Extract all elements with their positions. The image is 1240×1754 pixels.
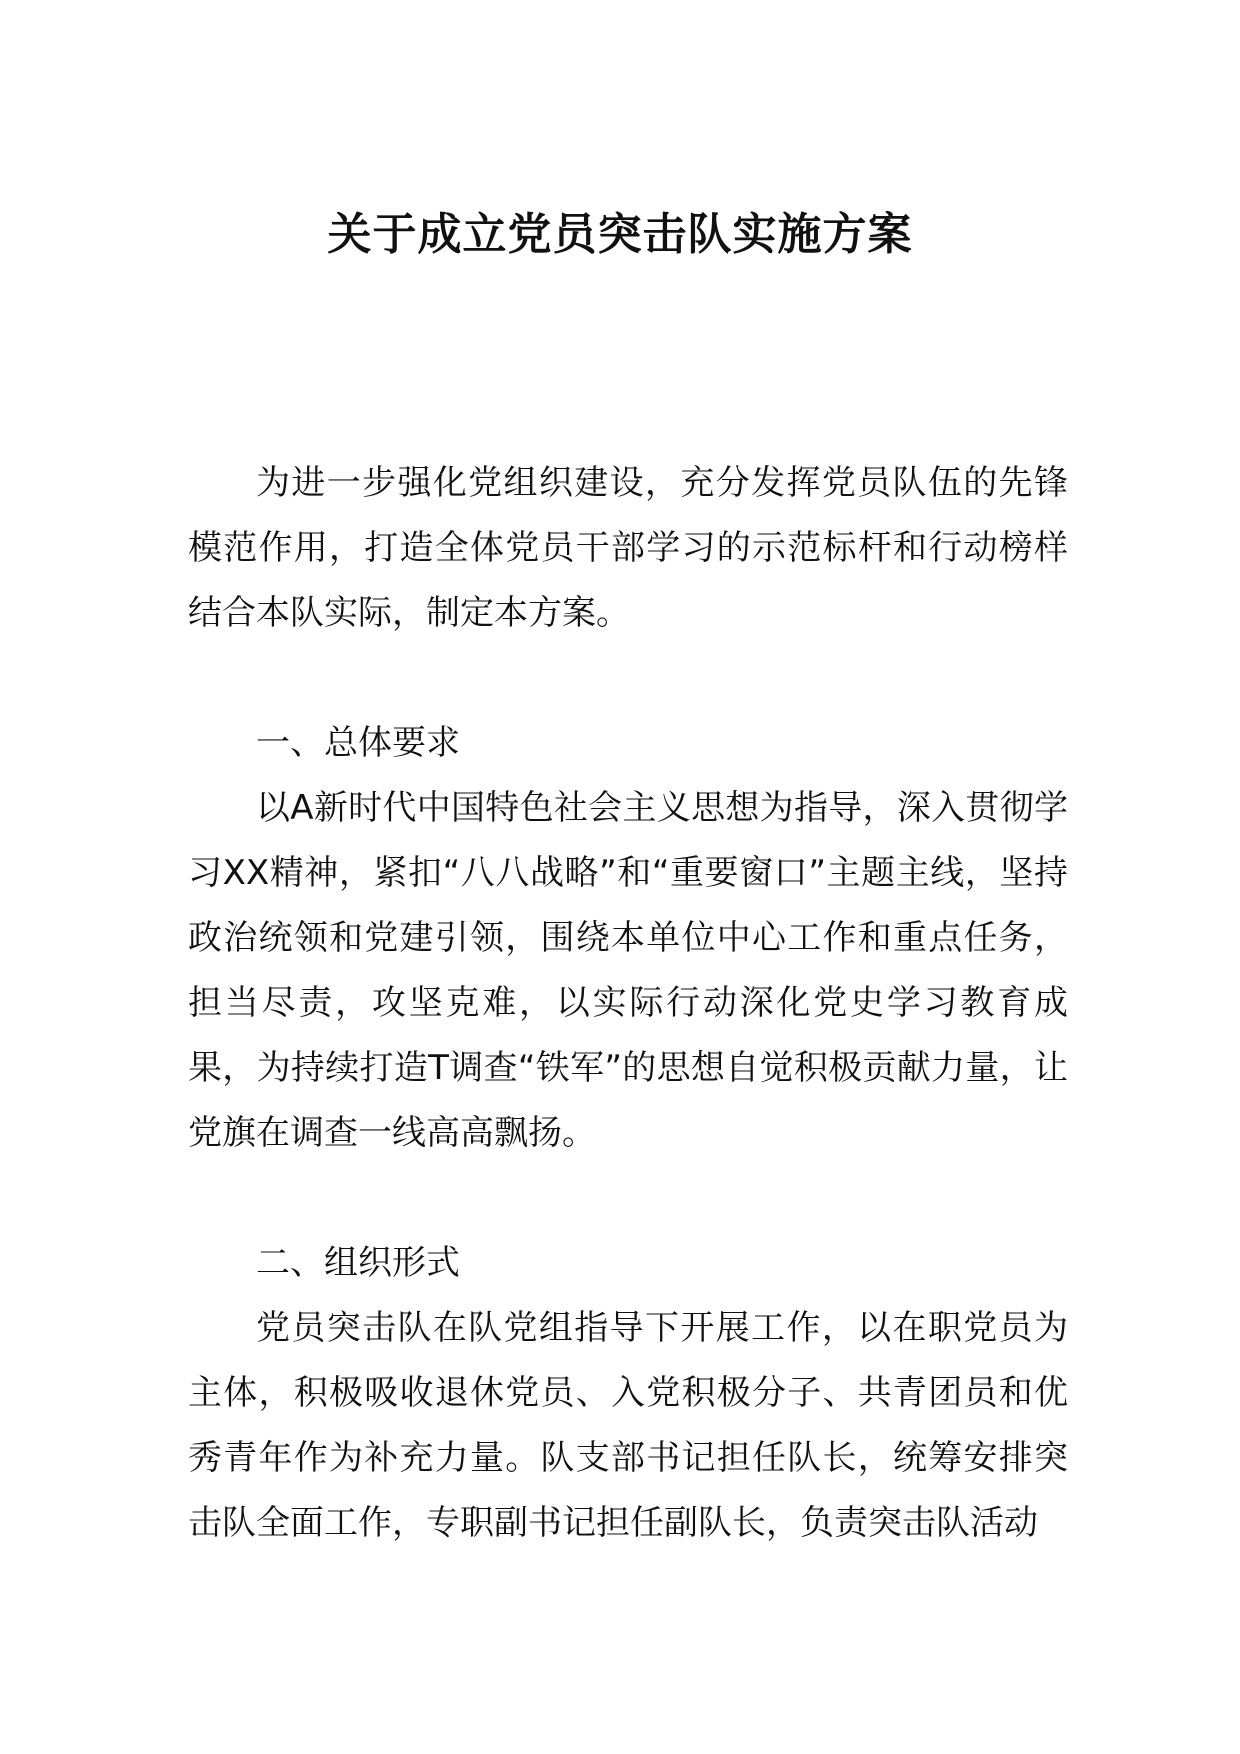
section-heading-general-requirements: 一、总体要求 xyxy=(256,723,460,763)
section-heading-organization-form: 二、组织形式 xyxy=(256,1243,460,1283)
intro-paragraph: 为进一步强化党组织建设，充分发挥党员队伍的先锋模范作用，打造全体党员干部学习的示范标杆和行动榜样结合本队实际，制定本方案。 xyxy=(188,463,1068,633)
document-title: 关于成立党员突击队实施方案 xyxy=(327,209,913,260)
section-body-organization-form: 党员突击队在队党组指导下开展工作，以在职党员为主体，积极吸收退休党员、入党积极分子、共青团员和优秀青年作为补充力量。队支部书记担任队长，统筹安排突击队全面工作，专职副书记担任副队长，负责突击队活动 xyxy=(188,1308,1068,1543)
section-body-general-requirements: 以A新时代中国特色社会主义思想为指导，深入贯彻学习XX精神，紧扣“八八战略”和“重要窗口”主题主线，坚持政治统领和党建引领，围绕本单位中心工作和重点任务，担当尽责，攻坚克难，以实际行动深化党史学习教育成果，为持续打造T调查“铁军”的思想自觉积极贡献力量，让党旗在调查一线高高飘扬。 xyxy=(188,788,1068,1153)
